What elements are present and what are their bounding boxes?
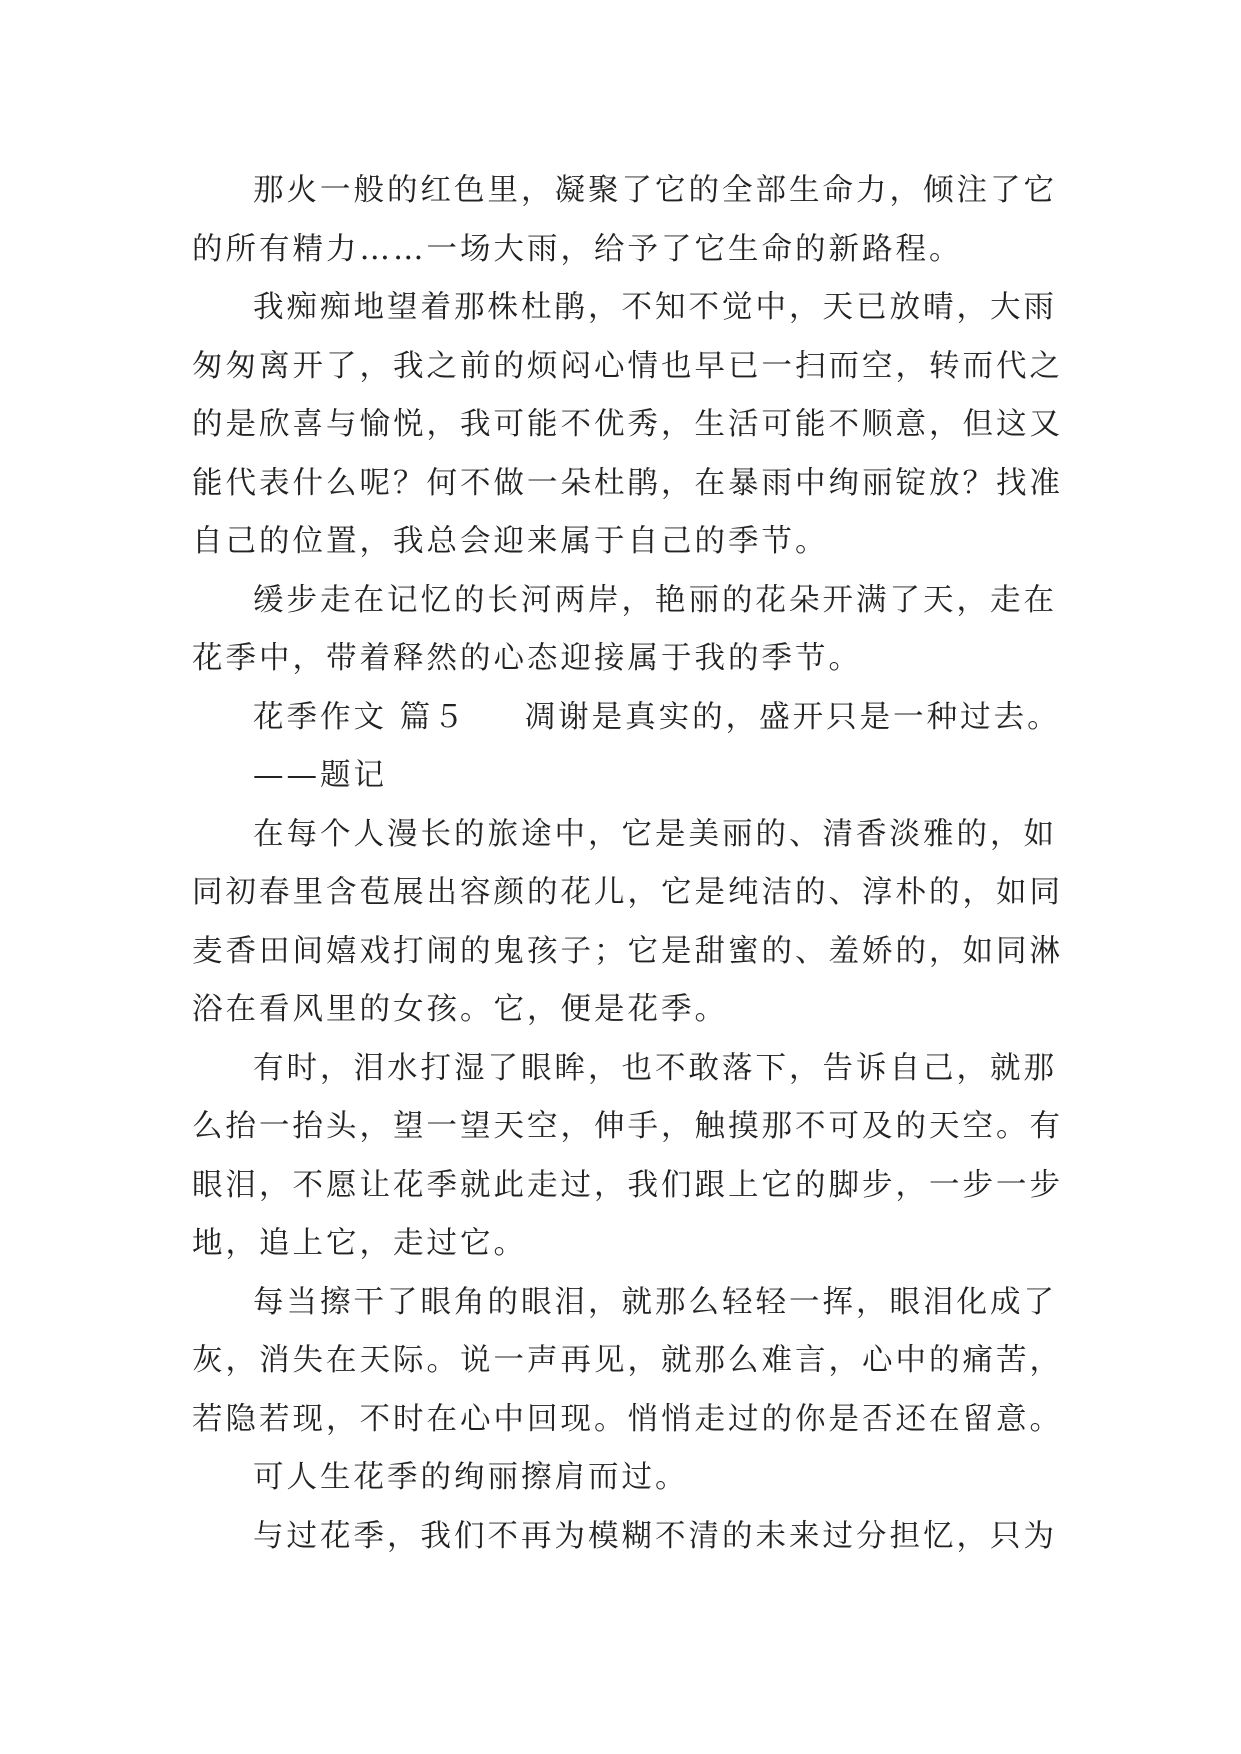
- text-line: 花季中，带着释然的心态迎接属于我的季节。: [192, 641, 862, 676]
- paragraph-7: [192, 1449, 1092, 1508]
- text-line: 么抬一抬头，望一望天空，伸手，触摸那不可及的天空。有: [192, 1109, 1063, 1144]
- text-line: 那火一般的红色里，凝聚了它的全部生命力，倾注了它: [253, 173, 1057, 208]
- text-line: 缓步走在记忆的长河两岸，艳丽的花朵开满了天，走在: [253, 582, 1057, 618]
- paragraph-3: [192, 572, 1092, 689]
- text-line: 的是欣喜与愉悦，我可能不优秀，生活可能不顺意，但这又: [192, 407, 1063, 442]
- paragraph-1: [192, 162, 1092, 279]
- paragraph-6: [192, 1274, 1092, 1450]
- section-title: 花季作文 篇５: [253, 699, 467, 735]
- paragraph-5: [192, 1040, 1092, 1274]
- essay-body: [192, 162, 1092, 1566]
- text-line: 眼泪，不愿让花季就此走过，我们跟上它的脚步，一步一步: [192, 1167, 1063, 1203]
- heading-line: [192, 689, 1092, 748]
- text-line: 在每个人漫长的旅途中，它是美丽的、清香淡雅的，如: [253, 816, 1057, 852]
- text-line: 我痴痴地望着那株杜鹃，不知不觉中，天已放晴，大雨: [253, 290, 1057, 325]
- text-line: 麦香田间嬉戏打闹的鬼孩子；它是甜蜜的、羞娇的，如同淋: [192, 933, 1063, 969]
- text-line: 自己的位置，我总会迎来属于自己的季节。: [192, 524, 829, 559]
- text-line: 能代表什么呢？何不做一朵杜鹃，在暴雨中绚丽锭放？找准: [192, 465, 1063, 501]
- epigraph-attribution: ——题记: [253, 758, 387, 793]
- text-line: 若隐若现，不时在心中回现。悄悄走过的你是否还在留意。: [192, 1401, 1063, 1437]
- text-line: 地，追上它，走过它。: [192, 1226, 527, 1261]
- text-line: 的所有精力……一场大雨，给予了它生命的新路程。: [192, 231, 963, 267]
- text-line: 有时，泪水打湿了眼眸，也不敢落下，告诉自己，就那: [253, 1050, 1057, 1086]
- text-line: 同初春里含苞展出容颜的花儿，它是纯洁的、淳朴的，如同: [192, 875, 1063, 910]
- text-line: 匆匆离开了，我之前的烦闷心情也早已一扫而空，转而代之: [192, 348, 1063, 384]
- text-line: 浴在看风里的女孩。它，便是花季。: [192, 992, 728, 1027]
- text-line: 灰，消失在天际。说一声再见，就那么难言，心中的痛苦，: [192, 1343, 1063, 1378]
- section-heading: [192, 689, 1092, 806]
- paragraph-2: [192, 279, 1092, 572]
- text-line: 可人生花季的绚丽擦肩而过。: [253, 1460, 689, 1495]
- paragraph-8: [192, 1508, 1092, 1567]
- epigraph: 凋谢是真实的，盛开只是一种过去。: [524, 699, 1061, 735]
- text-line: 每当擦干了眼角的眼泪，就那么轻轻一挥，眼泪化成了: [253, 1284, 1057, 1320]
- paragraph-4: [192, 806, 1092, 1040]
- text-line: 与过花季，我们不再为模糊不清的未来过分担忆，只为: [253, 1518, 1057, 1554]
